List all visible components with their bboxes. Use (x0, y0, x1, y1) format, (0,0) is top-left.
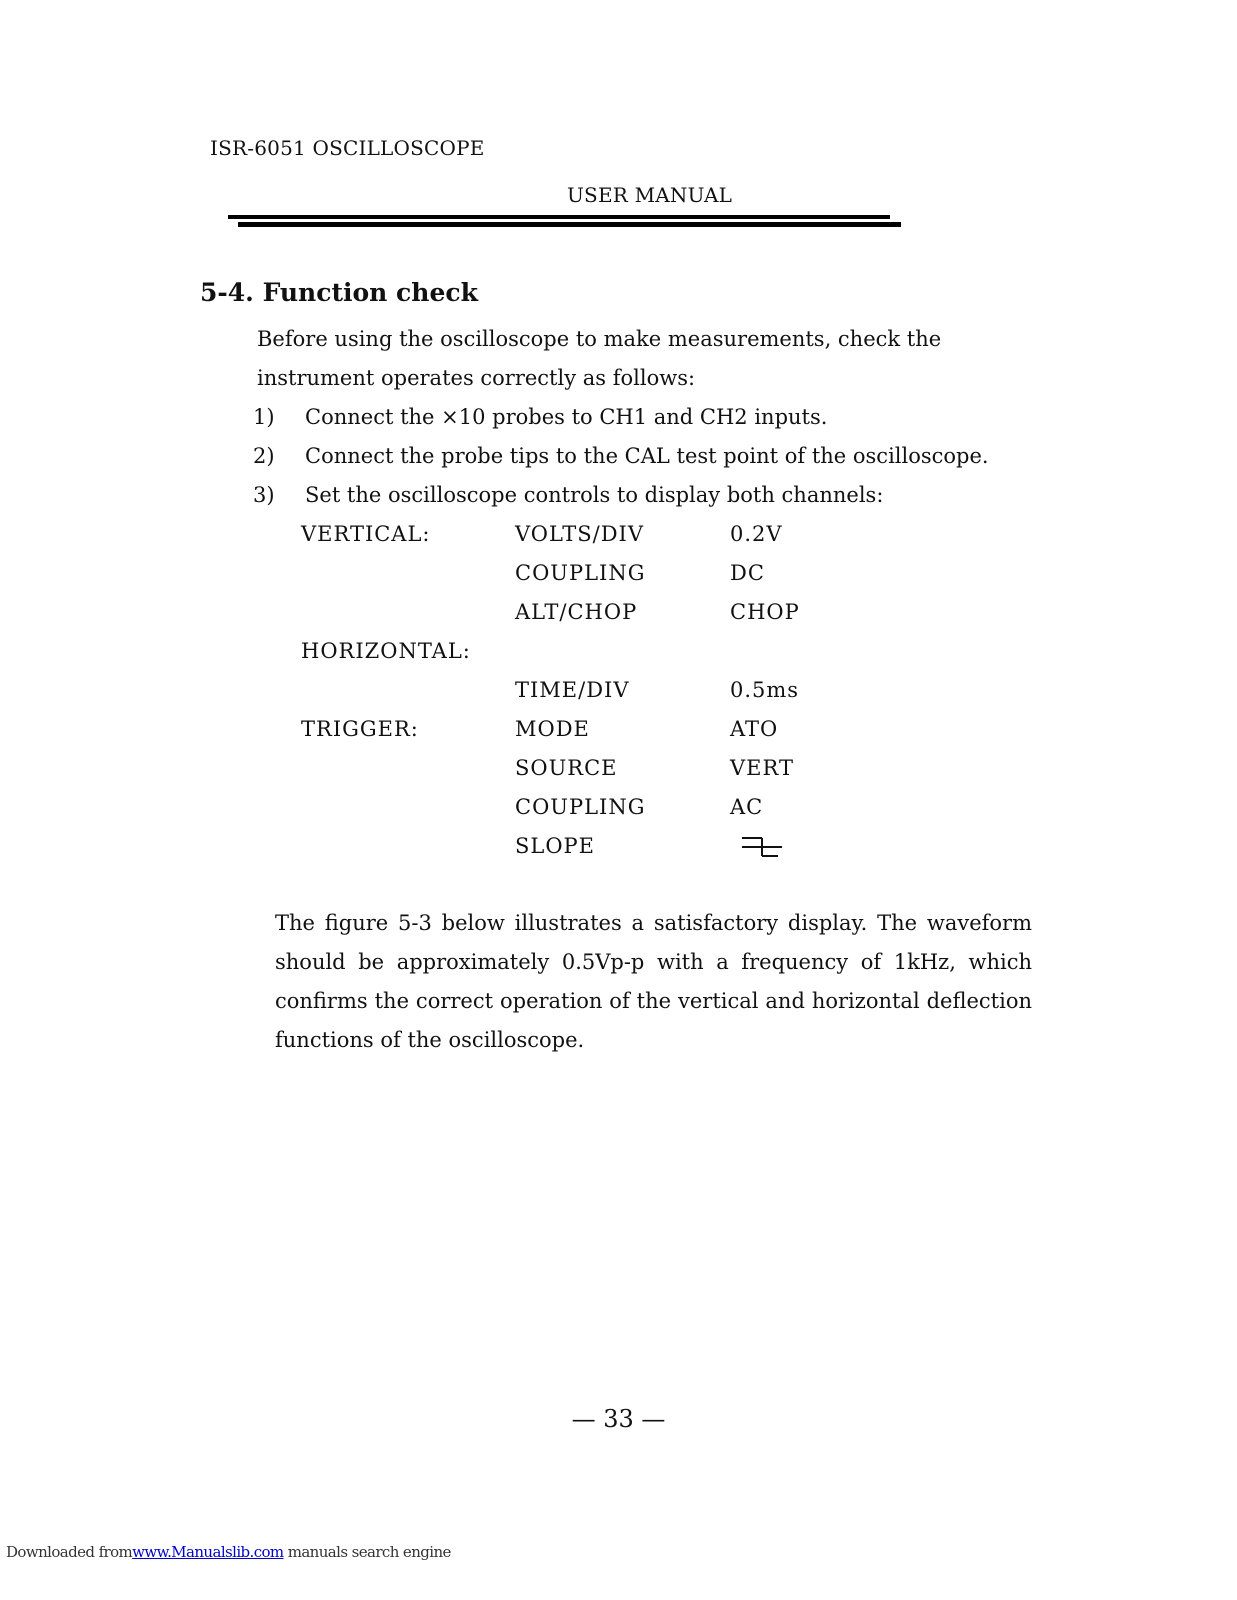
settings-group: VERTICAL: (301, 522, 431, 546)
settings-group (301, 788, 515, 827)
settings-value: VERT (730, 756, 794, 780)
settings-control: SLOPE (515, 834, 596, 858)
footer-suffix: manuals search engine (283, 1543, 451, 1561)
settings-group (301, 554, 515, 593)
footer-prefix: Downloaded from (6, 1543, 133, 1561)
settings-control: TIME/DIV (515, 678, 630, 702)
page-number: — 33 — (571, 1405, 666, 1433)
settings-control (515, 632, 730, 671)
header-manual: USER MANUAL (567, 183, 733, 207)
steps-list (253, 398, 989, 515)
settings-group (301, 593, 515, 632)
step-number: 2) (253, 444, 275, 468)
table-row (301, 593, 800, 632)
table-row (301, 515, 800, 554)
section-title: 5-4. Function check (200, 278, 478, 307)
settings-table (301, 515, 800, 866)
download-footer (6, 1543, 451, 1561)
settings-value: DC (730, 561, 765, 585)
table-row (301, 710, 800, 749)
list-item (253, 398, 989, 437)
table-row (301, 788, 800, 827)
settings-control: ALT/CHOP (515, 600, 638, 624)
settings-control: VOLTS/DIV (515, 522, 645, 546)
table-row (301, 632, 800, 671)
settings-control: SOURCE (515, 756, 618, 780)
settings-group (301, 827, 515, 866)
result-paragraph: The figure 5-3 below illustrates a satisfactory display. The waveform should be approximately 0.5Vp-p with a frequency of 1kHz, which confirms the correct operation of the vertical and horizontal deflection functions of the oscilloscope. (275, 911, 1032, 1052)
intro-paragraph: Before using the oscilloscope to make measurements, check the instrument operates correctly as follows: (257, 327, 942, 390)
list-item (253, 476, 989, 515)
settings-value: CHOP (730, 600, 800, 624)
step-number: 3) (253, 483, 275, 507)
header-rule-top (228, 215, 890, 219)
settings-value: 0.2V (730, 522, 783, 546)
header-rule-bottom (238, 222, 901, 227)
table-row (301, 749, 800, 788)
settings-control: COUPLING (515, 795, 646, 819)
step-text: Connect the probe tips to the CAL test point of the oscilloscope. (305, 444, 989, 468)
settings-value: 0.5ms (730, 678, 800, 702)
settings-group: HORIZONTAL: (301, 639, 471, 663)
settings-value: AC (730, 795, 764, 819)
table-row (301, 554, 800, 593)
settings-group: TRIGGER: (301, 717, 419, 741)
table-row (301, 827, 800, 866)
list-item (253, 437, 989, 476)
settings-group (301, 671, 515, 710)
manualslib-link[interactable]: www.Manualslib.com (132, 1543, 284, 1561)
settings-value: ATO (730, 717, 779, 741)
step-text: Set the oscilloscope controls to display both channels: (305, 483, 884, 507)
settings-control: MODE (515, 717, 590, 741)
settings-group (301, 749, 515, 788)
table-row (301, 671, 800, 710)
step-text: Connect the ×10 probes to CH1 and CH2 inputs. (305, 405, 828, 429)
header-model: ISR-6051 OSCILLOSCOPE (210, 136, 485, 160)
settings-control: COUPLING (515, 561, 646, 585)
rising-slope-icon (730, 827, 774, 866)
step-number: 1) (253, 405, 275, 429)
